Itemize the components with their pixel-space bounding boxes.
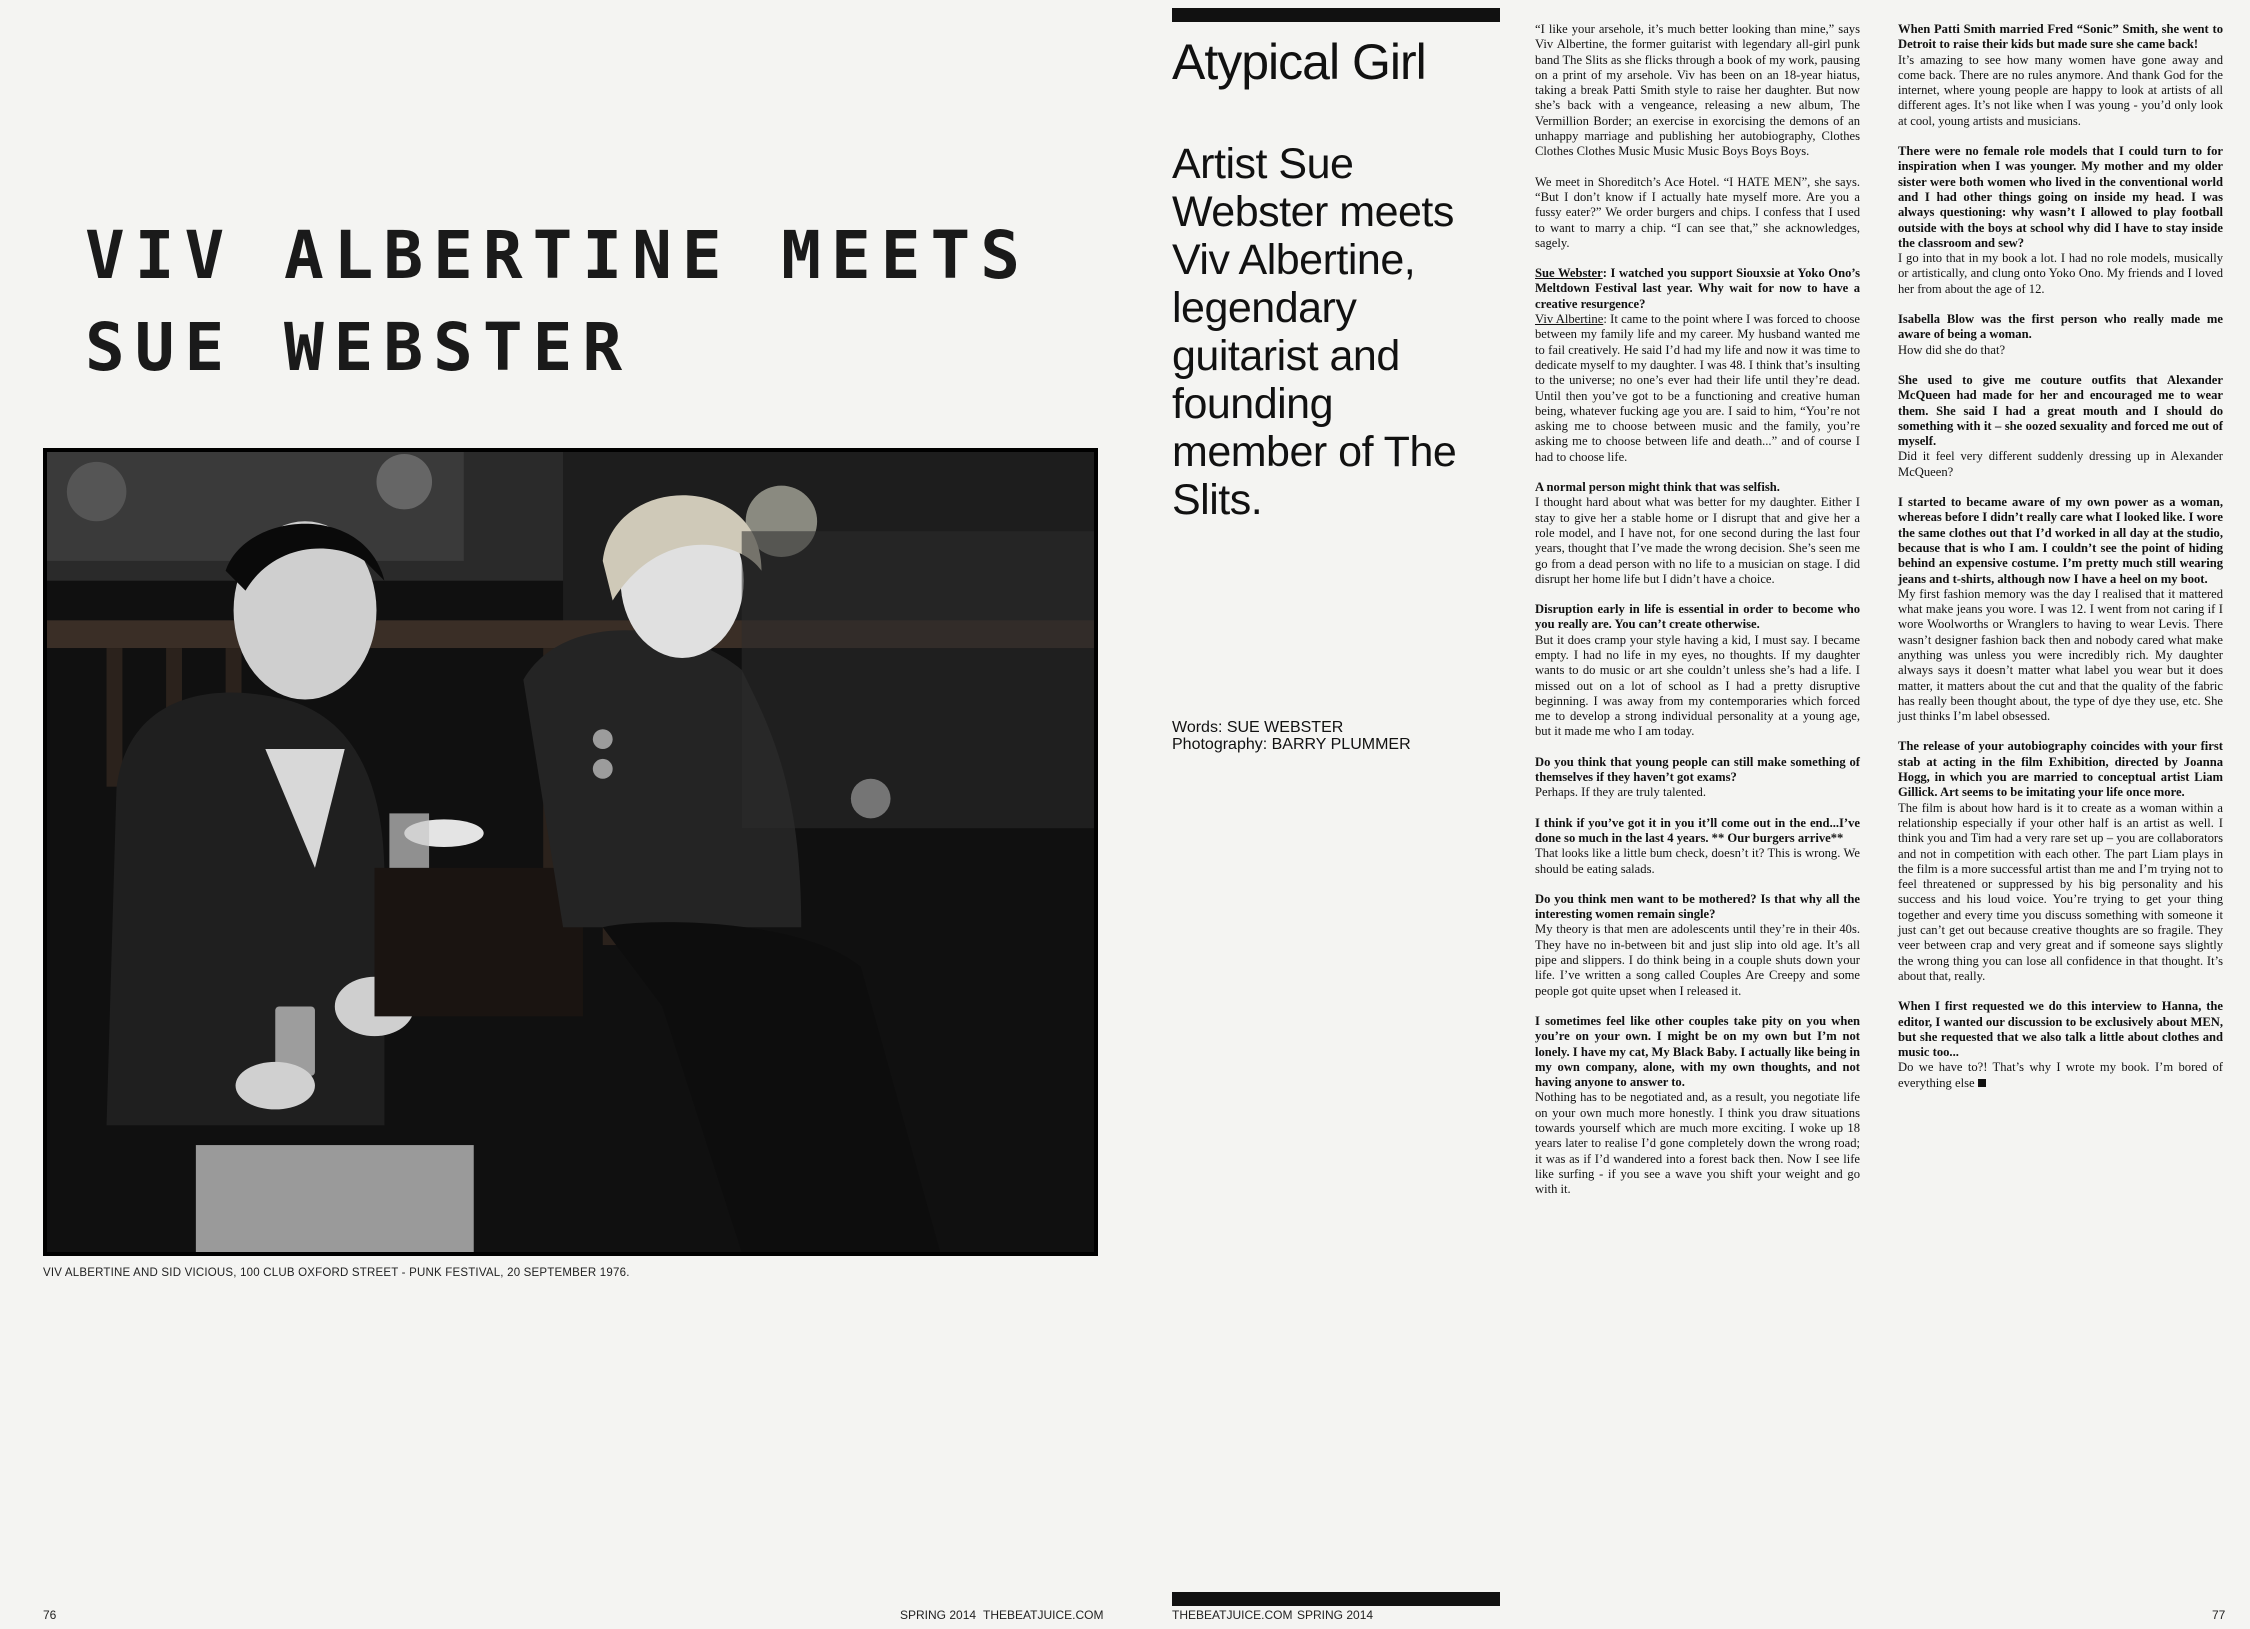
answer-13: The film is about how hard is it to create as a woman within a relationship especially if your other half is an artist as well. I think you and Tim had a very rare set up – you are collaborators and not in competition with each other. The part Liam plays in the film is a more successful artist than me and I’m trying not to feel threatened or suppressed by his big personality and his success and his loud voice. You’re trying to get your thing together and every time you discuss something with someone it just can’t get out because creative thoughts are so fragile. They veer between crap and very great and if someone says slightly the wrong thing you can lose all confidence in that thought. It’s about that, really. — [1898, 800, 2223, 983]
qa-block-2 — [1535, 480, 1860, 587]
answer-8: It’s amazing to see how many women have gone away and come back. There are no rules anymore. And thank God for the internet, where young people are happy to look at artists of all different ages. It’s not like when I was young - you’d only look at cool, young artists and musicians. — [1898, 52, 2223, 128]
footer-issue-right: SPRING 2014 — [1297, 1608, 1374, 1622]
answer-14: Do we have to?! That’s why I wrote my book. I’m bored of everything else — [1898, 1060, 2223, 1090]
question-8: When Patti Smith married Fred “Sonic” Smith, she went to Detroit to raise their kids but made sure she came back! — [1898, 22, 2223, 52]
question-7: I sometimes feel like other couples take pity on you when you’re on your own. I might be on my own but I’m not lonely. I have my cat, My Black Baby. I actually like being in my own company, alone, with my own thoughts, and not having anyone to answer to. — [1535, 1013, 1861, 1090]
answer-7: Nothing has to be negotiated and, as a result, you negotiate life on your own much more honestly. I think you draw situations towards yourself which are much more exciting. I woke up 18 years later to realise I’d gone completely down the wrong road; it was as if I’d wandered into a forest back then. Now I see life like surfing - if you see a wave you shift your weight and go with it. — [1535, 1090, 1860, 1197]
answer-6: My theory is that men are adolescents until they’re in their 40s. They have no in-between bit and just slip into old age. It’s all pipe and slippers. I do think being in a couple shuts down your life. I’ve written a song called Couples Are Creepy and some people got quite upset when I released it. — [1535, 922, 1860, 998]
credits-words: Words: SUE WEBSTER — [1172, 719, 1344, 736]
answer-5: That looks like a little bum check, doesn’t it? This is wrong. We should be eating salads. — [1535, 846, 1860, 876]
article-column-1 — [1535, 22, 1860, 1212]
end-mark-icon — [1978, 1079, 1986, 1087]
qa-block-8 — [1898, 22, 2223, 129]
answer-1: : It came to the point where I was forced to choose between my family life and my career. My husband wanted me to fail creatively. He said I’d had my life and now it was time to dedicate myself to my daughter. I was 48. I think that’s insulting to the universe; no one’s ever had their life until they’re dead. Until then you’ve got to be a functioning and creative human being, whatever fucking age you are. I said to him, “You’re not asking me to choose between music and the family, you’re asking me to choose between life and death...” and of course I had to choose life. — [1535, 312, 1860, 464]
answer-9: I go into that in my book a lot. I had no role models, musically or artistically, and clung onto Yoko Ono. My friends and I loved her from about the age of 12. — [1898, 251, 2223, 296]
handwritten-title: VIV ALBERTINE MEETS SUE WEBSTER — [85, 217, 1030, 386]
interviewer-name: Sue Webster — [1535, 266, 1603, 281]
question-5: I think if you’ve got it in you it’ll come out in the end...I’ve done so much in the last 4 years. ** Our burgers arrive** — [1535, 815, 1860, 845]
question-11: She used to give me couture outfits that Alexander McQueen had made for her and encouraged me to wear them. She said I had a great mouth and I should do something with it – she oozed sexuality and forced me out of myself. — [1898, 372, 2223, 449]
question-13: The release of your autobiography coincides with your first stab at acting in the film Exhibition, directed by Joanna Hogg, in which you are married to conceptual artist Liam Gillick. Art seems to be imitating your life once more. — [1898, 739, 2223, 800]
qa-block-5 — [1535, 816, 1860, 877]
answer-11: Did it feel very different suddenly dressing up in Alexander McQueen? — [1898, 449, 2223, 479]
photo-illustration — [47, 452, 1094, 1252]
top-rule — [1172, 8, 1500, 22]
qa-block-11 — [1898, 373, 2223, 480]
article-column-2 — [1898, 22, 2223, 1106]
question-6: Do you think men want to be mothered? Is that why all the interesting women remain single? — [1535, 891, 1860, 922]
qa-block-1 — [1535, 266, 1860, 465]
qa-block-12 — [1898, 495, 2223, 724]
page-number-right: 77 — [2212, 1608, 2226, 1622]
bottom-rule — [1172, 1592, 1500, 1606]
question-2: A normal person might think that was selfish. — [1535, 480, 1780, 495]
headline: Atypical Girl — [1172, 34, 1426, 90]
question-14: When I first requested we do this interview to Hanna, the editor, I wanted our discussion to be exclusively about MEN, but she requested that we also talk a little about clothes and music too... — [1898, 999, 2223, 1060]
photo-viv-albertine-sid-vicious — [43, 448, 1098, 1256]
footer-site-left: THEBEATJUICE.COM — [983, 1608, 1104, 1622]
credits-photography: Photography: BARRY PLUMMER — [1172, 736, 1411, 753]
qa-block-6 — [1535, 892, 1860, 999]
qa-block-7 — [1535, 1014, 1860, 1198]
intro-paragraph-1: “I like your arsehole, it’s much better looking than mine,” says Viv Albertine, the former guitarist with legendary all-girl punk band The Slits as she flicks through a book of my work, pausing on a print of my arsehole. Viv has been on an 18-year hiatus, taking a break Patti Smith style to raise her daughter. But now she’s back with a vengeance, releasing a new album, The Vermillion Border; an exercise in exorcising the demons of an unhappy marriage and publishing her autobiography, Clothes Clothes Clothes Music Music Music Boys Boys Boys. — [1535, 22, 1860, 159]
answer-10: How did she do that? — [1898, 342, 2006, 357]
intro-paragraph-2: We meet in Shoreditch’s Ace Hotel. “I HATE MEN”, she says. “But I don’t know if I actually hate myself more. Are you a fussy eater?” We order burgers and chips. I confess that I used to want to marry a chip. “I can see that,” she acknowledges, sagely. — [1535, 174, 1860, 250]
question-12: I started to became aware of my own power as a woman, whereas before I didn’t really care what I looked like. I wore the same clothes out that I’d worked in all day at the studio, because that is who I am. I couldn’t see the point of hiding behind an expensive costume. I’m pretty much still wearing jeans and t-shirts, although now I have a heel on my boot. — [1898, 495, 2223, 586]
interviewee-name: Viv Albertine — [1535, 312, 1604, 327]
footer-site-right: THEBEATJUICE.COM — [1172, 1608, 1293, 1622]
qa-block-10 — [1898, 312, 2223, 358]
page-number-left: 76 — [43, 1608, 57, 1622]
qa-block-14 — [1898, 999, 2223, 1091]
answer-12: My first fashion memory was the day I realised that it mattered what make jeans you wore. I was 12. I went from not caring if I wore Woolworths or Wranglers to having to wear Levis. There wasn’t designer fashion back then and nobody cared what make anything was unless you were incredibly rich. My daughter always says it doesn’t matter what label you wear but it does matter, it matters about the cut and that the quality of the fabric has really been thought about, the type of dye they use, etc. She just thinks I’m label obsessed. — [1898, 586, 2223, 724]
footer-issue-left: SPRING 2014 — [900, 1608, 977, 1622]
question-10: Isabella Blow was the first person who really made me aware of being a woman. — [1898, 312, 2223, 342]
qa-block-4 — [1535, 755, 1860, 801]
answer-3: But it does cramp your style having a kid, I must say. I became empty. I had no life in my eyes, no thoughts. If my daughter wants to do music or art she couldn’t unless she’s had a life. I missed out on a lot of school as I had a pretty disruptive beginning. I was away from my contemporaries which forced me to develop a strong individual personality at a young age, but it made me who I am today. — [1535, 632, 1860, 739]
qa-block-13 — [1898, 739, 2223, 984]
credits — [1172, 719, 1411, 753]
question-9: There were no female role models that I could turn to for inspiration when I was younger. My mother and my older sister were both women who lived in the conventional world and I had other things going on inside my head. I was always questioning: why wasn’t I allowed to play football outside with the boys at school why did I have to stay inside the classroom and sew? — [1898, 144, 2223, 250]
question-1-text: : I watched you support Siouxsie at Yoko Ono’s Meltdown Festival last year. Why wait for now to have a creative resurgence? — [1535, 266, 1861, 311]
photo-caption: VIV ALBERTINE AND SID VICIOUS, 100 CLUB OXFORD STREET - PUNK FESTIVAL, 20 SEPTEMBER 1976. — [43, 1267, 630, 1279]
question-1 — [1535, 266, 1860, 312]
answer-2: I thought hard about what was better for my daughter. Either I stay to give her a stable home or I disrupt that and give her a role model, and I have not, for one second during the last four years, thought that I’ve made the wrong decision. She’s seen me go from a dead person with no life to a musician on stage. I did disrupt her home life but I didn’t have a choice. — [1535, 495, 1860, 586]
standfirst: Artist Sue Webster meets Viv Albertine, legendary guitarist and founding member of The Slits. — [1172, 140, 1457, 524]
qa-block-3 — [1535, 602, 1860, 740]
answer-4: Perhaps. If they are truly talented. — [1535, 785, 1706, 800]
question-3: Disruption early in life is essential in order to become who you really are. You can’t create otherwise. — [1535, 602, 1860, 632]
question-4: Do you think that young people can still make something of themselves if they haven’t got exams? — [1535, 754, 1860, 785]
qa-block-9 — [1898, 144, 2223, 297]
